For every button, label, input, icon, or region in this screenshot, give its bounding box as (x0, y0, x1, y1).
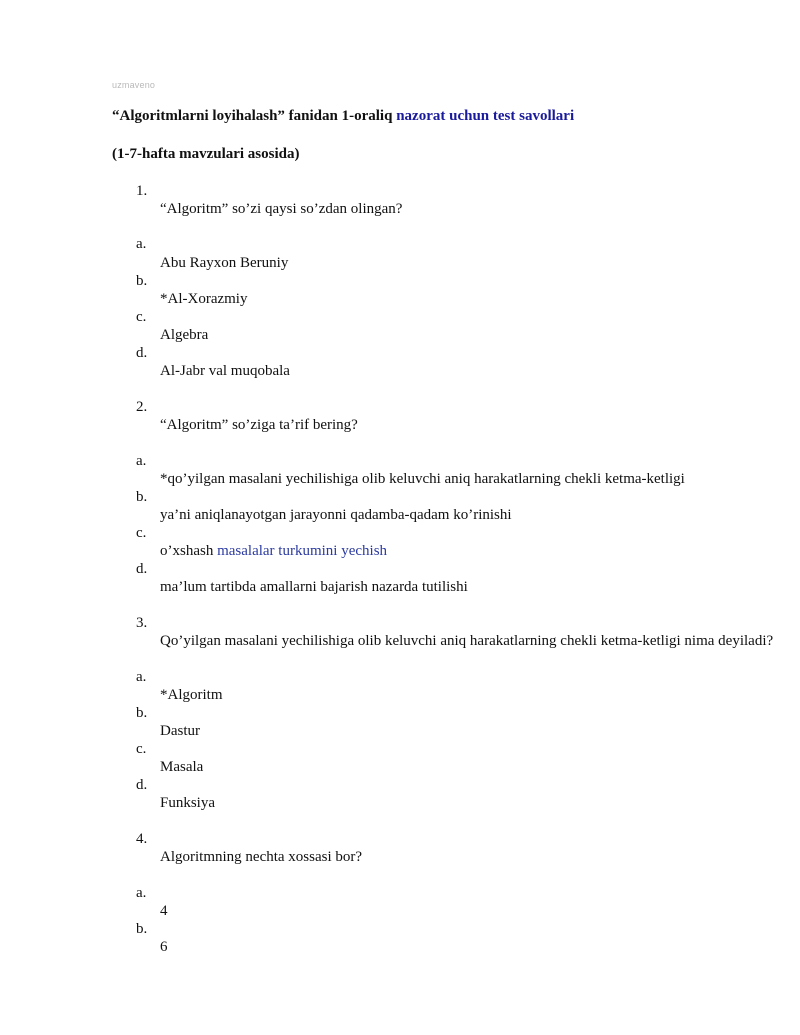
option-letter: a. (136, 669, 147, 685)
question-number: 1. (136, 183, 148, 199)
option-text: *Al-Xorazmiy (160, 291, 248, 307)
option-text: Al-Jabr val muqobala (160, 363, 290, 379)
option-text: Masala (160, 759, 204, 775)
question-number: 4. (136, 831, 148, 847)
option-text: *qo’yilgan masalani yechilishiga olib keluvchi aniq harakatlarning chekli ketma-ketligi (160, 471, 685, 487)
option-text: Algebra (160, 327, 209, 343)
document-subtitle: (1-7-hafta mavzulari asosida) (112, 146, 300, 162)
question-number: 3. (136, 615, 148, 631)
option-text: Abu Rayxon Beruniy (160, 255, 289, 271)
option-text: Funksiya (160, 795, 216, 811)
option-letter: c. (136, 741, 147, 757)
option-letter: d. (136, 777, 148, 793)
option-text (160, 543, 387, 560)
option-letter: a. (136, 236, 147, 252)
question-number: 2. (136, 399, 148, 415)
question-text: “Algoritm” so’zi qaysi so’zdan olingan? (160, 201, 403, 217)
option-letter: c. (136, 525, 147, 541)
option-letter: b. (136, 921, 148, 937)
option-letter: a. (136, 453, 147, 469)
option-text: ma’lum tartibda amallarni bajarish nazarda tutilishi (160, 579, 468, 595)
option-letter: d. (136, 561, 148, 577)
watermark: uzmaveno (112, 80, 156, 90)
option-text: 4 (160, 903, 168, 919)
option-text: *Algoritm (160, 687, 223, 703)
option-letter: d. (136, 345, 148, 361)
question-text: “Algoritm” so’ziga ta’rif bering? (160, 417, 358, 433)
option-letter: c. (136, 309, 147, 325)
option-letter: b. (136, 705, 148, 721)
option-letter: b. (136, 273, 148, 289)
title-text: “Algoritmlarni loyihalash” fanidan 1-oraliq (112, 108, 393, 124)
option-text: Dastur (160, 723, 200, 739)
option-letter: b. (136, 489, 148, 505)
question-text: Algoritmning nechta xossasi bor? (160, 849, 363, 865)
option-text: ya’ni aniqlanayotgan jarayonni qadamba-qadam ko’rinishi (160, 507, 512, 523)
option-text-highlight: masalalar turkumini yechish (217, 543, 388, 559)
option-text: 6 (160, 939, 168, 955)
title-highlight: nazorat uchun test savollari (396, 108, 575, 124)
option-text-part: o’xshash (160, 543, 214, 559)
document-title (112, 108, 574, 125)
question-text: Qo’yilgan masalani yechilishiga olib keluvchi aniq harakatlarning chekli ketma-ketligi nima deyiladi? (160, 633, 774, 649)
option-letter: a. (136, 885, 147, 901)
